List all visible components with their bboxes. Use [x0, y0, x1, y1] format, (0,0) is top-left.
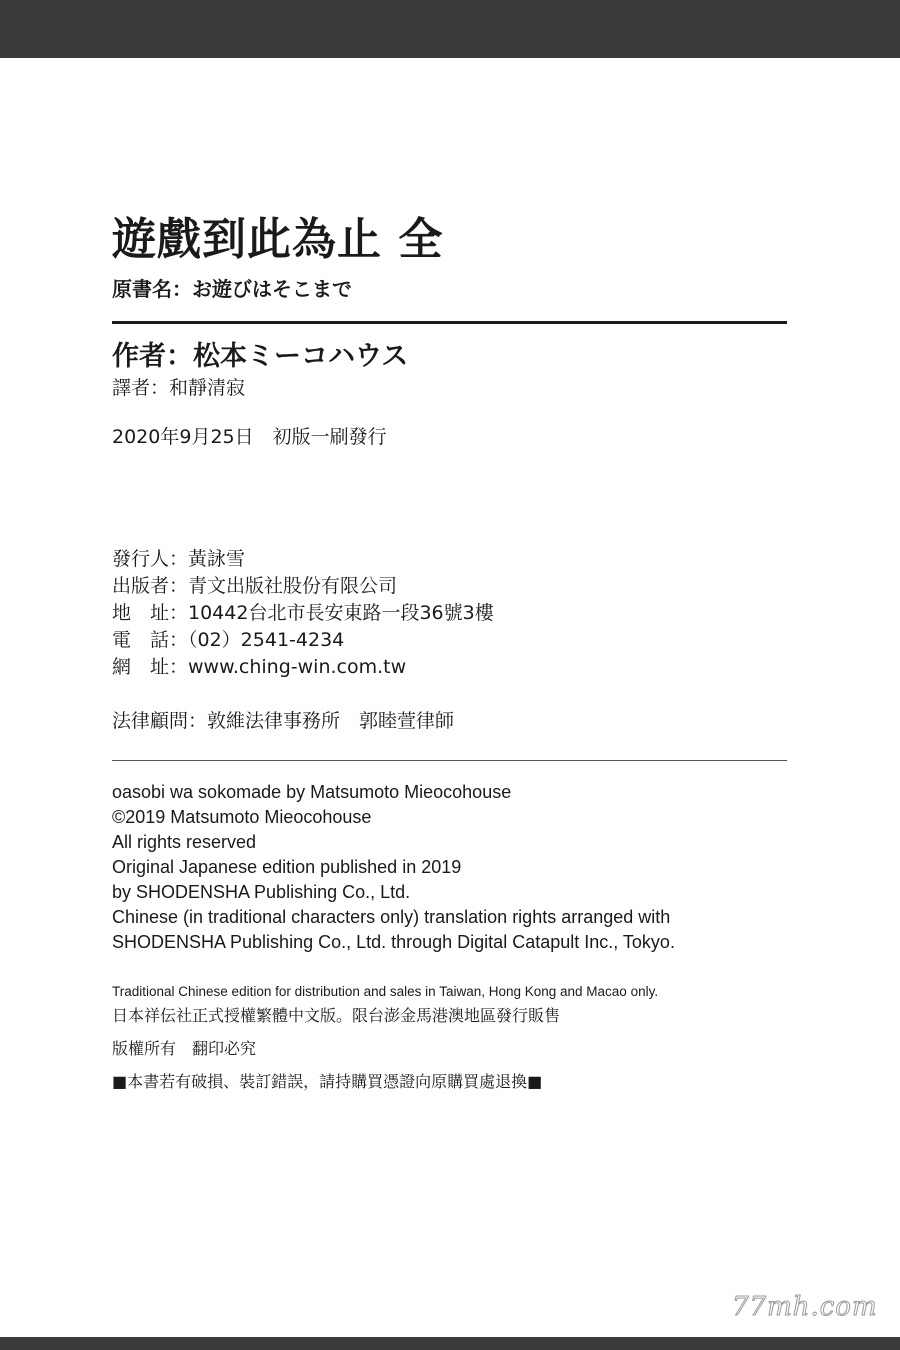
release-date: 2020年9月25日 初版一刷發行: [112, 426, 387, 448]
credits-divider: [112, 760, 787, 761]
issuer-line: 發行人：黃詠雪: [112, 548, 246, 570]
title-divider: [112, 321, 787, 324]
credit-line: by SHODENSHA Publishing Co., Ltd.: [112, 882, 411, 902]
author-line: 作者：松本ミーコハウス: [112, 341, 409, 372]
original-title: 原書名：お遊びはそこまで: [112, 277, 352, 301]
credit-line: Chinese (in traditional characters only) translation rights arranged with: [112, 907, 671, 927]
legal-advisor-line: 法律顧問：敦維法律事務所 郭睦萱律師: [112, 710, 455, 732]
credit-line: oasobi wa sokomade by Matsumoto Mieocohouse: [112, 782, 512, 802]
viewer-bottom-bar: [0, 1337, 900, 1350]
colophon-page: [0, 58, 900, 1337]
address-line: 地 址：10442台北市長安東路一段36號3樓: [112, 602, 494, 624]
distribution-notice-en: Traditional Chinese edition for distribution and sales in Taiwan, Hong Kong and Macao only.: [112, 984, 659, 999]
book-title: 遊戲到此為止 全: [112, 214, 444, 265]
copyright-notice: 版權所有 翻印必究: [112, 1039, 257, 1058]
return-policy-notice: ■本書若有破損、裝訂錯誤，請持購買憑證向原購買處退換■: [112, 1072, 543, 1091]
translator-line: 譯者：和靜清寂: [112, 377, 246, 399]
website-line: 網 址：www.ching-win.com.tw: [112, 656, 407, 678]
credit-line: All rights reserved: [112, 832, 257, 852]
site-watermark: 77mh.com: [732, 1292, 878, 1322]
phone-line: 電 話：（02）2541-4234: [112, 629, 345, 651]
credit-line: ©2019 Matsumoto Mieocohouse: [112, 807, 372, 827]
credit-line: SHODENSHA Publishing Co., Ltd. through Digital Catapult Inc., Tokyo.: [112, 932, 675, 952]
viewer-top-bar: [0, 0, 900, 58]
publisher-line: 出版者：青文出版社股份有限公司: [112, 575, 398, 597]
credit-line: Original Japanese edition published in 2019: [112, 857, 462, 877]
distribution-notice-zh: 日本祥伝社正式授權繁體中文版。限台澎金馬港澳地區發行販售: [112, 1006, 561, 1025]
